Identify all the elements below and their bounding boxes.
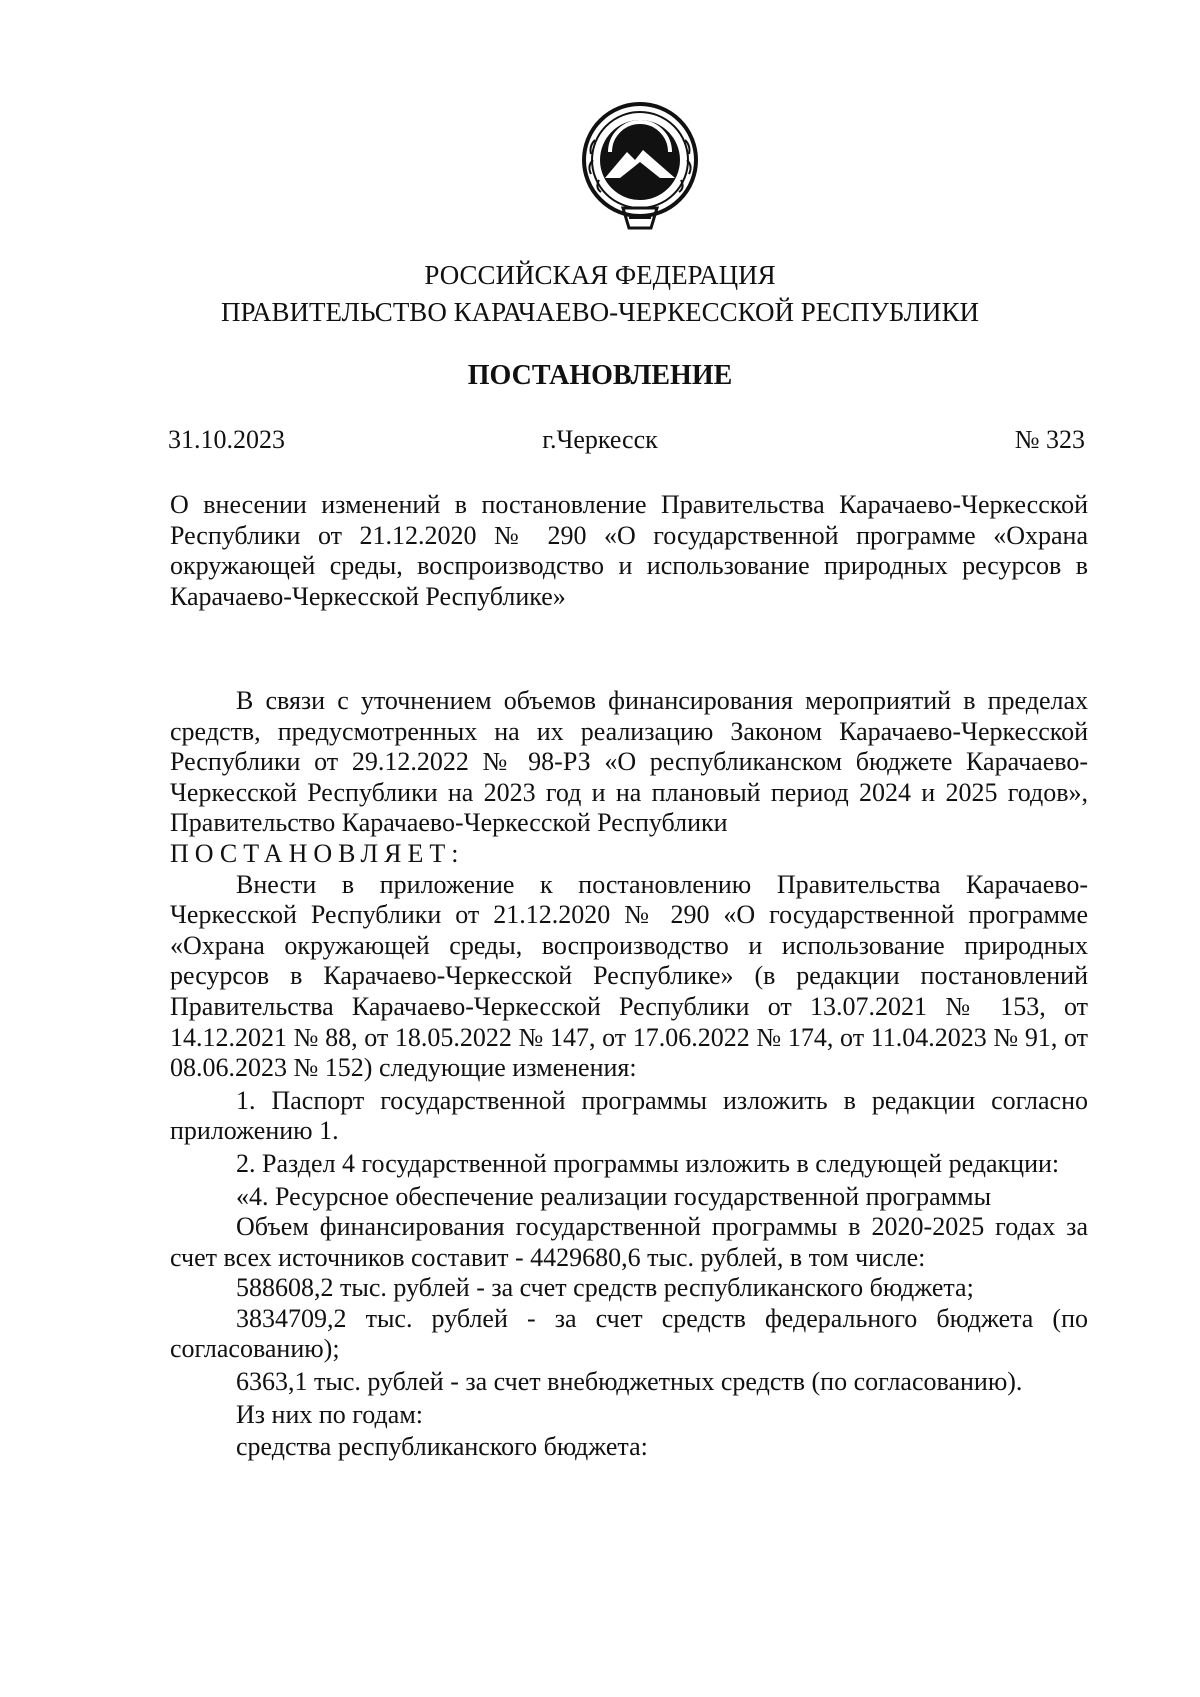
paragraph: Внести в приложение к постановлению Правительства Карачаево-Черкесской Республики от 21.12.2020 № 290 «О государственной программе «Охрана окружающей среды, воспроизводство и использование природных ресурсов в Карачаево-Черкесской Республике» (в редакции постановлений Правительства Карачаево-Черкесской Республики от 13.07.2021 № 153, от 14.12.2021 № 88, от 18.05.2022 № 147, от 17.06.2022 № 174, от 11.04.2023 № 91, от 08.06.2023 № 152) следующие изменения:: [170, 869, 1088, 1083]
paragraph: «4. Ресурсное обеспечение реализации государственной программы: [236, 1181, 992, 1211]
document-date: 31.10.2023: [168, 425, 285, 454]
paragraph: В связи с уточнением объемов финансирования мероприятий в пределах средств, предусмотренных на их реализацию Законом Карачаево-Черкесской Республики от 29.12.2022 № 98-РЗ «О республиканском бюджете Карачаево-Черкесской Республики на 2023 год и на плановый период 2024 и 2025 годов», Правительство Карачаево-Черкесской Республики: [170, 686, 1088, 838]
paragraph: 588608,2 тыс. рублей - за счет средств республиканского бюджета;: [236, 1273, 974, 1303]
paragraph: 1. Паспорт государственной программы изложить в редакции согласно приложению 1.: [170, 1085, 1088, 1146]
document-body: [170, 686, 1088, 1463]
header-government: ПРАВИТЕЛЬСТВО КАРАЧАЕВО-ЧЕРКЕССКОЙ РЕСПУБЛИКИ: [220, 297, 980, 327]
paragraph-resolve: ПОСТАНОВЛЯЕТ:: [170, 838, 465, 868]
document-subject: О внесении изменений в постановление Правительства Карачаево-Черкесской Республики от 21.12.2020 № 290 «О государственной программе «Охрана окружающей среды, воспроизводство и использование природных ресурсов в Карачаево-Черкесской Республике»: [170, 490, 1088, 611]
paragraph: Объем финансирования государственной программы в 2020-2025 годах за счет всех источников составит - 4429680,6 тыс. рублей, в том числе:: [170, 1212, 1088, 1272]
coat-of-arms-icon: [575, 100, 705, 240]
document-type: ПОСТАНОВЛЕНИЕ: [467, 360, 733, 391]
paragraph: Из них по годам:: [236, 1399, 424, 1429]
document-city: г.Черкесск: [542, 425, 658, 454]
header-country: РОССИЙСКАЯ ФЕДЕРАЦИЯ: [424, 260, 776, 290]
document-number: № 323: [1014, 425, 1085, 454]
paragraph: средства республиканского бюджета:: [236, 1432, 648, 1462]
paragraph: 2. Раздел 4 государственной программы изложить в следующей редакции:: [236, 1148, 1060, 1178]
paragraph: 3834709,2 тыс. рублей - за счет средств федерального бюджета (по согласованию);: [170, 1303, 1088, 1364]
paragraph: 6363,1 тыс. рублей - за счет внебюджетных средств (по согласованию).: [236, 1367, 1023, 1397]
